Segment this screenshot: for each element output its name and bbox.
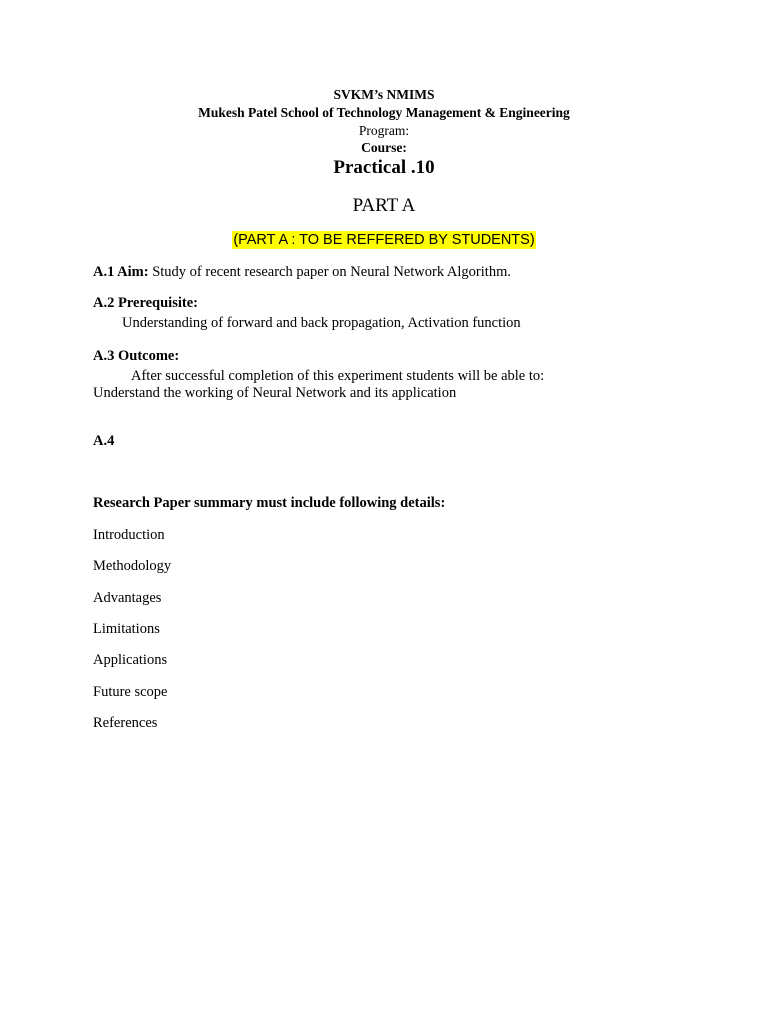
program-label: Program: (358, 123, 410, 138)
outcome-text-line-1: After successful completion of this experiment students will be able to: (131, 368, 545, 384)
summary-item-applications: Applications (93, 652, 168, 668)
highlighted-note-text: (PART A : TO BE REFFERED BY STUDENTS) (233, 232, 535, 248)
outcome-text-line-2: Understand the working of Neural Network and its application (93, 385, 457, 401)
school-name: Mukesh Patel School of Technology Management & Engineering (198, 105, 570, 120)
aim-text: Study of recent research paper on Neural Network Algorithm. (148, 264, 511, 280)
summary-item-methodology: Methodology (93, 558, 172, 574)
student-note (0, 230, 768, 250)
aim-section (93, 263, 511, 281)
aim-label: A.1 Aim: (93, 264, 149, 280)
summary-item-advantages: Advantages (93, 590, 162, 606)
part-title: PART A (352, 195, 416, 216)
summary-heading: Research Paper summary must include following details: (93, 495, 446, 511)
a4-label: A.4 (93, 433, 115, 449)
practical-title: Practical .10 (333, 157, 435, 178)
institution-name: SVKM’s NMIMS (333, 87, 435, 102)
summary-item-future-scope: Future scope (93, 684, 168, 700)
prerequisite-label: A.2 Prerequisite: (93, 295, 198, 311)
outcome-label: A.3 Outcome: (93, 348, 180, 364)
summary-item-references: References (93, 715, 158, 731)
summary-item-introduction: Introduction (93, 527, 165, 543)
course-label: Course: (361, 140, 407, 155)
summary-item-limitations: Limitations (93, 621, 160, 637)
prerequisite-text: Understanding of forward and back propagation, Activation function (122, 315, 521, 331)
